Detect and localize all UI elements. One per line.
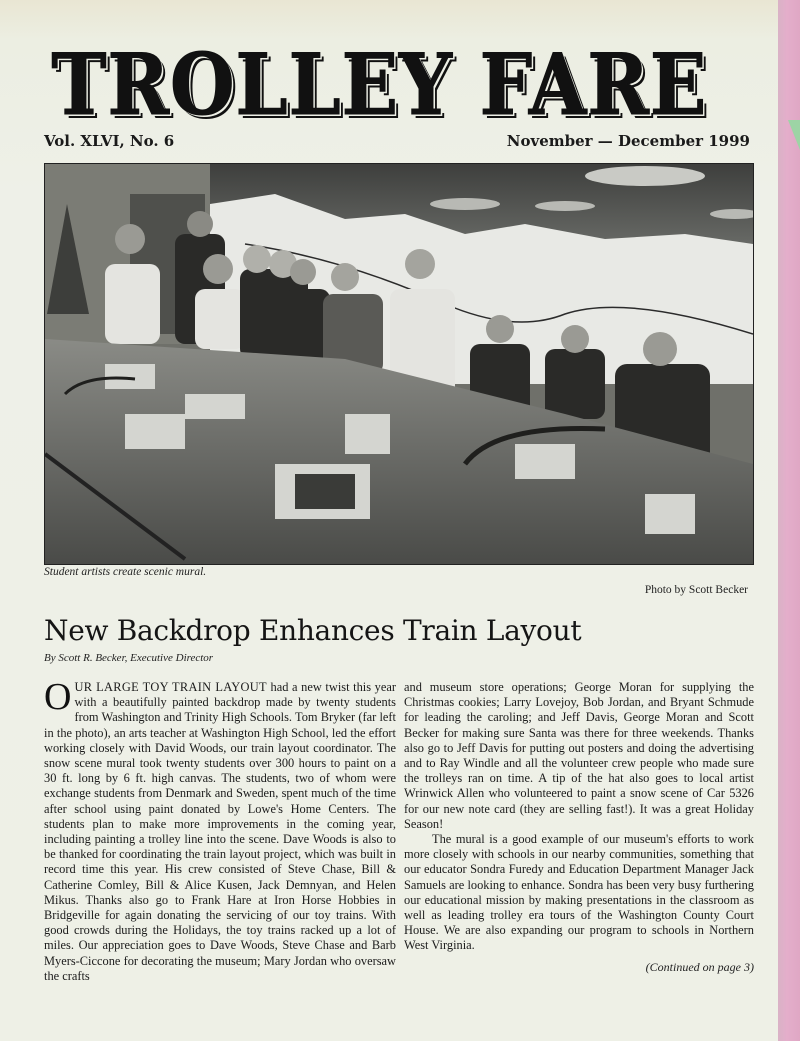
drop-cap: O xyxy=(44,676,72,718)
photo-credit: Photo by Scott Becker xyxy=(644,584,748,596)
pink-background-edge xyxy=(778,0,800,1041)
article-byline: By Scott R. Becker, Executive Director xyxy=(44,652,214,664)
right-column-paragraph-2: The mural is a good example of our museum's efforts to work more closely with schools in our nearby communities, something that our educator Sondra Furedy and Education Department Manager Jack Samuels are looking to enhance. Sondra has been very busy furthering our educational mission by making presentations in the classroom as well as leading trolley era tours of the Washington County Court House. We are also expanding our program to schools in Northern West Virginia. xyxy=(404,832,754,953)
issue-date: November — December 1999 xyxy=(506,132,750,150)
article-column-left xyxy=(44,676,396,984)
right-column-paragraph-1: and museum store operations; George Moran for supplying the Christmas cookies; Larry Lovejoy, Bob Jordan, and Bryant Schmude for leading the caroling; and Jeff Davis, George Moran and Scott Becker for making sure Santa was there for three weekends. Thanks also go to Jeff Davis for putting out posters and doing the advertising and to Ray Windle and all the volunteer crew people who made sure the trolleys ran on time. A tip of the hat also goes to local artist Wrinwick Allen who volunteered to paint a snow scene of Car 5326 for our new note card (they are selling fast!). It was a great Holiday Season! xyxy=(404,680,754,831)
left-column-text: had a new twist this year with a beautifully painted backdrop made by twenty students from Washington and Trinity High Schools. Tom Bryker (far left in the photo), an arts teacher at Washington High School, led the effort working closely with David Woods, our train layout coordinator. The snow scene mural took twenty students over 300 hours to paint on a 30 ft. long by 6 ft. high canvas. The students, two of whom were exchange students from Denmark and Sweden, spent much of the time after school using paint donated by Lowe's Home Centers. The students plan to make more improvements in the coming year, including painting a trolley line into the scene. Dave Woods is also to be thanked for coordinating the train layout project, which was built in record time this year. His crew consisted of Steve Chase, Bill & Catherine Comley, Bill & Alice Kusen, Jack Demnyan, and Helen Mikus. Thanks also go to Frank Hare at Iron Horse Hobbies in Bridgeville for again donating the servicing of our toy trains. With good crowds during the Holidays, the toy trains racked up a lot of miles. Our appreciation goes to Dave Woods, Steve Chase and Barb Myers-Ciccone for decorating the museum; Mary Jordan who oversaw the crafts xyxy=(44,680,396,983)
volume-number: Vol. XLVI, No. 6 xyxy=(44,132,175,150)
train-layout-photo-image xyxy=(45,164,753,564)
continued-notice: (Continued on page 3) xyxy=(645,960,754,974)
article-column-right xyxy=(404,680,754,954)
feature-photo xyxy=(44,163,754,565)
article-headline: New Backdrop Enhances Train Layout xyxy=(44,614,582,647)
photo-caption: Student artists create scenic mural. xyxy=(44,566,207,578)
issue-line xyxy=(44,132,750,150)
lead-in-smallcaps: UR LARGE TOY TRAIN LAYOUT xyxy=(74,680,267,694)
masthead-title: TROLLEY FARE xyxy=(51,36,708,135)
